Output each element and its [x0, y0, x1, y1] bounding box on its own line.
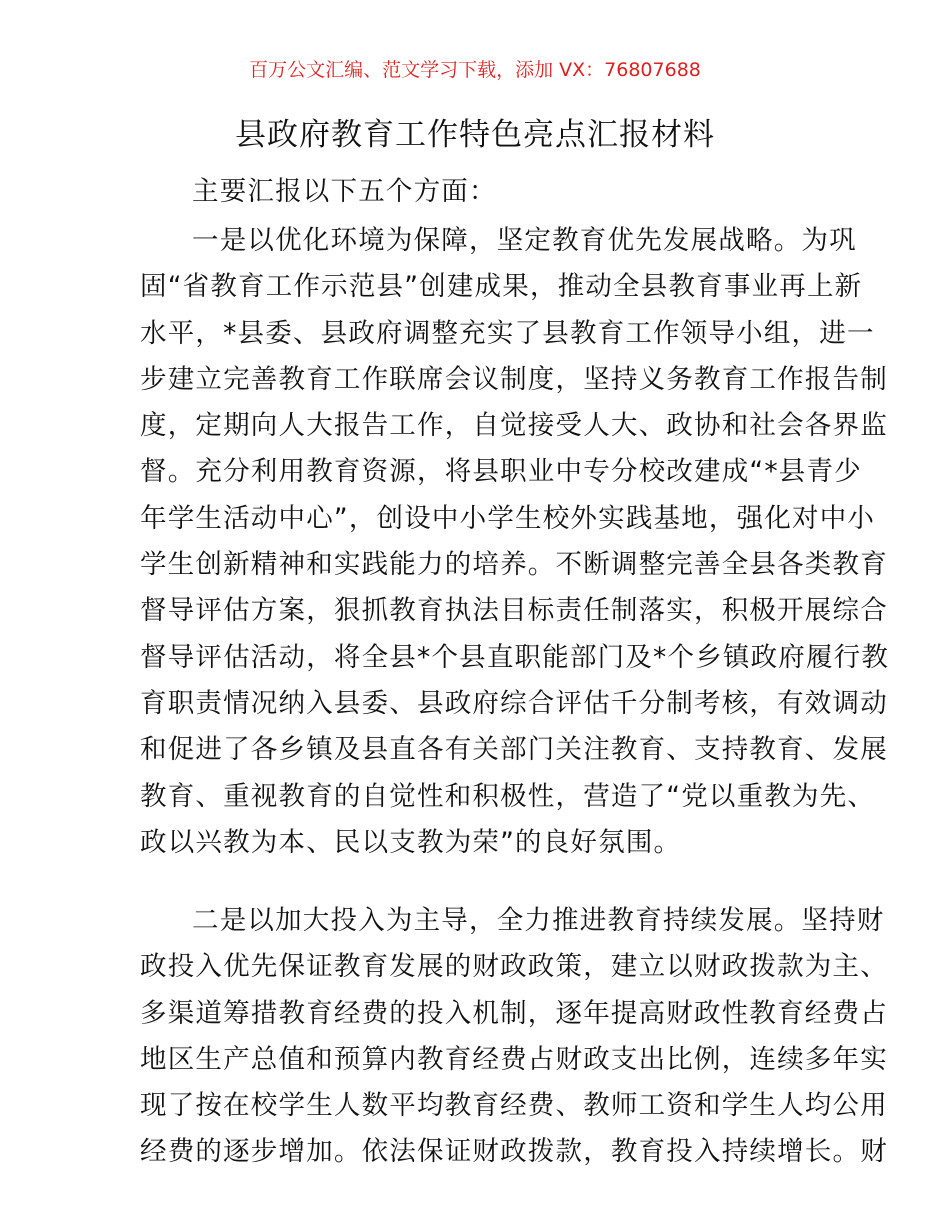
watermark-header: 百万公文汇编、范文学习下载，添加 VX：76807688 [249, 59, 701, 81]
text-line: 督。充分利用教育资源，将县职业中专分校改建成“*县青少 [140, 456, 862, 488]
text-line: 现了按在校学生人数平均教育经费、教师工资和学生人均公用 [140, 1090, 888, 1122]
intro-line: 主要汇报以下五个方面： [192, 176, 497, 207]
text-line: 经费的逐步增加。依法保证财政拨款，教育投入持续增长。财 [140, 1136, 888, 1168]
text-line: 二是以加大投入为主导，全力推进教育持续发展。坚持财 [192, 905, 885, 936]
text-line: 政投入优先保证教育发展的财政政策，建立以财政拨款为主、 [140, 951, 888, 983]
text-line: 督导评估活动，将全县*个县直职能部门及*个乡镇政府履行教 [140, 641, 890, 673]
document-title: 县政府教育工作特色亮点汇报材料 [235, 117, 715, 153]
text-line: 教育、重视教育的自觉性和积极性，营造了“党以重教为先、 [140, 780, 876, 812]
text-line: 政以兴教为本、民以支教为荣”的良好氛围。 [140, 826, 682, 858]
text-line: 度，定期向人大报告工作，自觉接受人大、政协和社会各界监 [140, 410, 888, 442]
text-line: 学生创新精神和实践能力的培养。不断调整完善全县各类教育 [140, 549, 888, 581]
text-line: 育职责情况纳入县委、县政府综合评估千分制考核，有效调动 [140, 687, 888, 719]
text-line: 督导评估方案，狠抓教育执法目标责任制落实，积极开展综合 [140, 595, 888, 627]
text-line: 步建立完善教育工作联席会议制度，坚持义务教育工作报告制 [140, 363, 888, 395]
text-line: 多渠道筹措教育经费的投入机制，逐年提高财政性教育经费占 [140, 997, 888, 1029]
text-line: 地区生产总值和预算内教育经费占财政支出比例，连续多年实 [140, 1043, 888, 1075]
text-line: 固“省教育工作示范县”创建成果，推动全县教育事业再上新 [140, 271, 863, 303]
text-line: 一是以优化环境为保障，坚定教育优先发展战略。为巩 [192, 225, 857, 256]
paragraph-2 [140, 898, 888, 1176]
intro-paragraph [140, 169, 820, 215]
text-line: 年学生活动中心”，创设中小学生校外实践基地，强化对中小 [140, 502, 876, 534]
text-line: 和促进了各乡镇及县直各有关部门关注教育、支持教育、发展 [140, 734, 888, 766]
paragraph-1 [140, 218, 890, 866]
text-line: 水平，*县委、县政府调整充实了县教育工作领导小组，进一 [140, 317, 875, 349]
